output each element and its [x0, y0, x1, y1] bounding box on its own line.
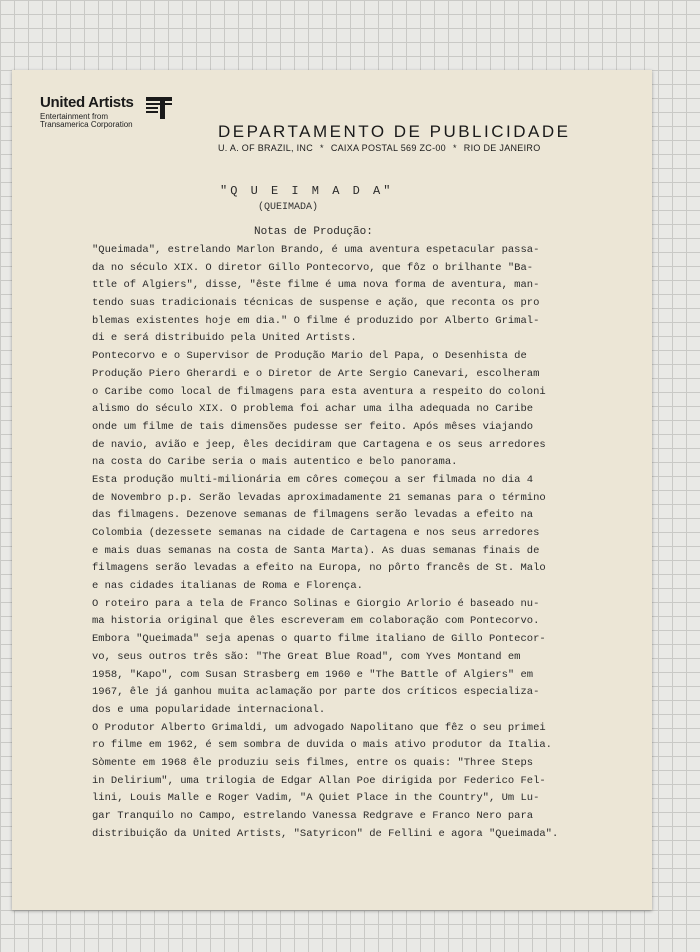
text-line: das filmagens. Dezenove semanas de filmagens serão levadas a efeito na: [92, 509, 534, 522]
text-line: vo, seus outros três são: "The Great Blue Road", com Yves Montand em: [92, 650, 521, 663]
text-line: ma historia original que êles escreveram em colaboração com Pontecorvo.: [92, 615, 540, 628]
text-line: 1967, êle já ganhou muita aclamação por parte dos críticos especializa-: [92, 686, 540, 699]
text-line: onde um filme de tais dimensões pudesse ser feito. Após mêses viajando: [92, 420, 534, 433]
document-subtitle: (QUEIMADA): [258, 202, 319, 213]
notes-heading: Notas de Produção:: [254, 226, 373, 238]
text-line: blemas existentes hoje em dia." O filme é produzido por Alberto Grimal-: [92, 314, 540, 327]
address-line: [218, 143, 541, 153]
text-line: O Produtor Alberto Grimaldi, um advogado Napolitano que fêz o seu primei: [92, 721, 546, 734]
text-line: di e será distribuido pela United Artists.: [92, 332, 357, 345]
transamerica-t-icon: [146, 95, 172, 121]
city: RIO DE JANEIRO: [463, 143, 541, 153]
text-line: alismo do século XIX. O problema foi achar uma ilha adequada no Caribe: [92, 403, 534, 416]
text-line: ttle of Algiers", disse, "êste filme é uma nova forma de aventura, man-: [92, 279, 540, 292]
text-line: Colombia (dezessete semanas na cidade de Cartagena e nos seus arredores: [92, 527, 540, 539]
company-name: U. A. OF BRAZIL, INC: [218, 143, 314, 153]
department-heading: DEPARTAMENTO DE PUBLICIDADE: [218, 122, 571, 141]
text-line: Pontecorvo e o Supervisor de Produção Mario del Papa, o Desenhista de: [92, 350, 527, 363]
text-line: gar Tranquilo no Campo, estrelando Vanessa Redgrave e Franco Nero para: [92, 810, 534, 822]
text-line: filmagens serão levadas a efeito na Europa, no pôrto francês de St. Malo: [92, 562, 546, 575]
logo-name: United Artists: [40, 94, 134, 111]
text-line: lini, Louis Malle e Roger Vadim, "A Quiet Place in the Country", Um Lu-: [92, 792, 540, 805]
text-line: Embora "Queimada" seja apenas o quarto filme italiano de Gillo Pontecor-: [92, 633, 546, 646]
document-title: "Q U E I M A D A": [220, 184, 394, 198]
text-line: ro filme em 1962, é sem sombra de duvida o mais ativo produtor da Italia.: [92, 739, 552, 752]
address-separator: *: [452, 143, 457, 153]
text-line: O roteiro para a tela de Franco Solinas e Giorgio Arlorio é baseado nu-: [92, 597, 540, 610]
text-line: 1958, "Kapo", com Susan Strasberg em 1960 e "The Battle of Algiers" em: [92, 668, 534, 681]
text-line: da no século XIX. O diretor Gillo Pontecorvo, que fôz o brilhante "Ba-: [92, 261, 534, 274]
text-line: e mais duas semanas na costa de Santa Marta). As duas semanas finais de: [92, 544, 540, 557]
logo-tagline-line-2: Transamerica Corporation: [40, 120, 133, 129]
logo-tagline-line-1: Entertainment from: [40, 112, 109, 121]
text-line: "Queimada", estrelando Marlon Brando, é uma aventura espetacular passa-: [92, 244, 540, 256]
text-line: de Novembro p.p. Serão levadas aproximadamente 21 semanas para o término: [92, 491, 546, 504]
text-line: Sòmente em 1968 êle produziu seis filmes, entre os quais: "Three Steps: [92, 756, 534, 769]
text-line: Produção Piero Gherardi e o Diretor de Arte Sergio Canevari, escolheram: [92, 367, 540, 380]
text-line: tendo suas tradicionais técnicas de suspense e ação, que reconta os pro: [92, 297, 540, 310]
text-line: dos e uma popularidade internacional.: [92, 703, 326, 716]
logo-tagline: [40, 113, 133, 129]
text-line: distribuição da United Artists, "Satyricon" de Fellini e agora "Queimada".: [92, 827, 559, 840]
document-page: [12, 70, 652, 910]
text-line: Esta produção multi-milionária em côres começou a ser filmada no dia 4: [92, 473, 534, 486]
text-line: in Delirium", uma trilogia de Edgar Allan Poe dirigida por Federico Fel-: [92, 774, 546, 787]
mailbox: CAIXA POSTAL 569 ZC-00: [330, 143, 446, 153]
united-artists-logo: [40, 94, 190, 130]
text-line: de navio, avião e jeep, êles decidiram que Cartagena e os seus arredores: [92, 438, 546, 451]
text-line: e nas cidades italianas de Roma e Florença.: [92, 580, 363, 593]
text-line: o Caribe como local de filmagens para esta aventura a respeito do coloni: [92, 385, 546, 398]
text-line: na costa do Caribe seria o mais autentico e belo panorama.: [92, 456, 458, 469]
production-notes-body: [92, 242, 652, 843]
address-separator: *: [320, 143, 324, 153]
